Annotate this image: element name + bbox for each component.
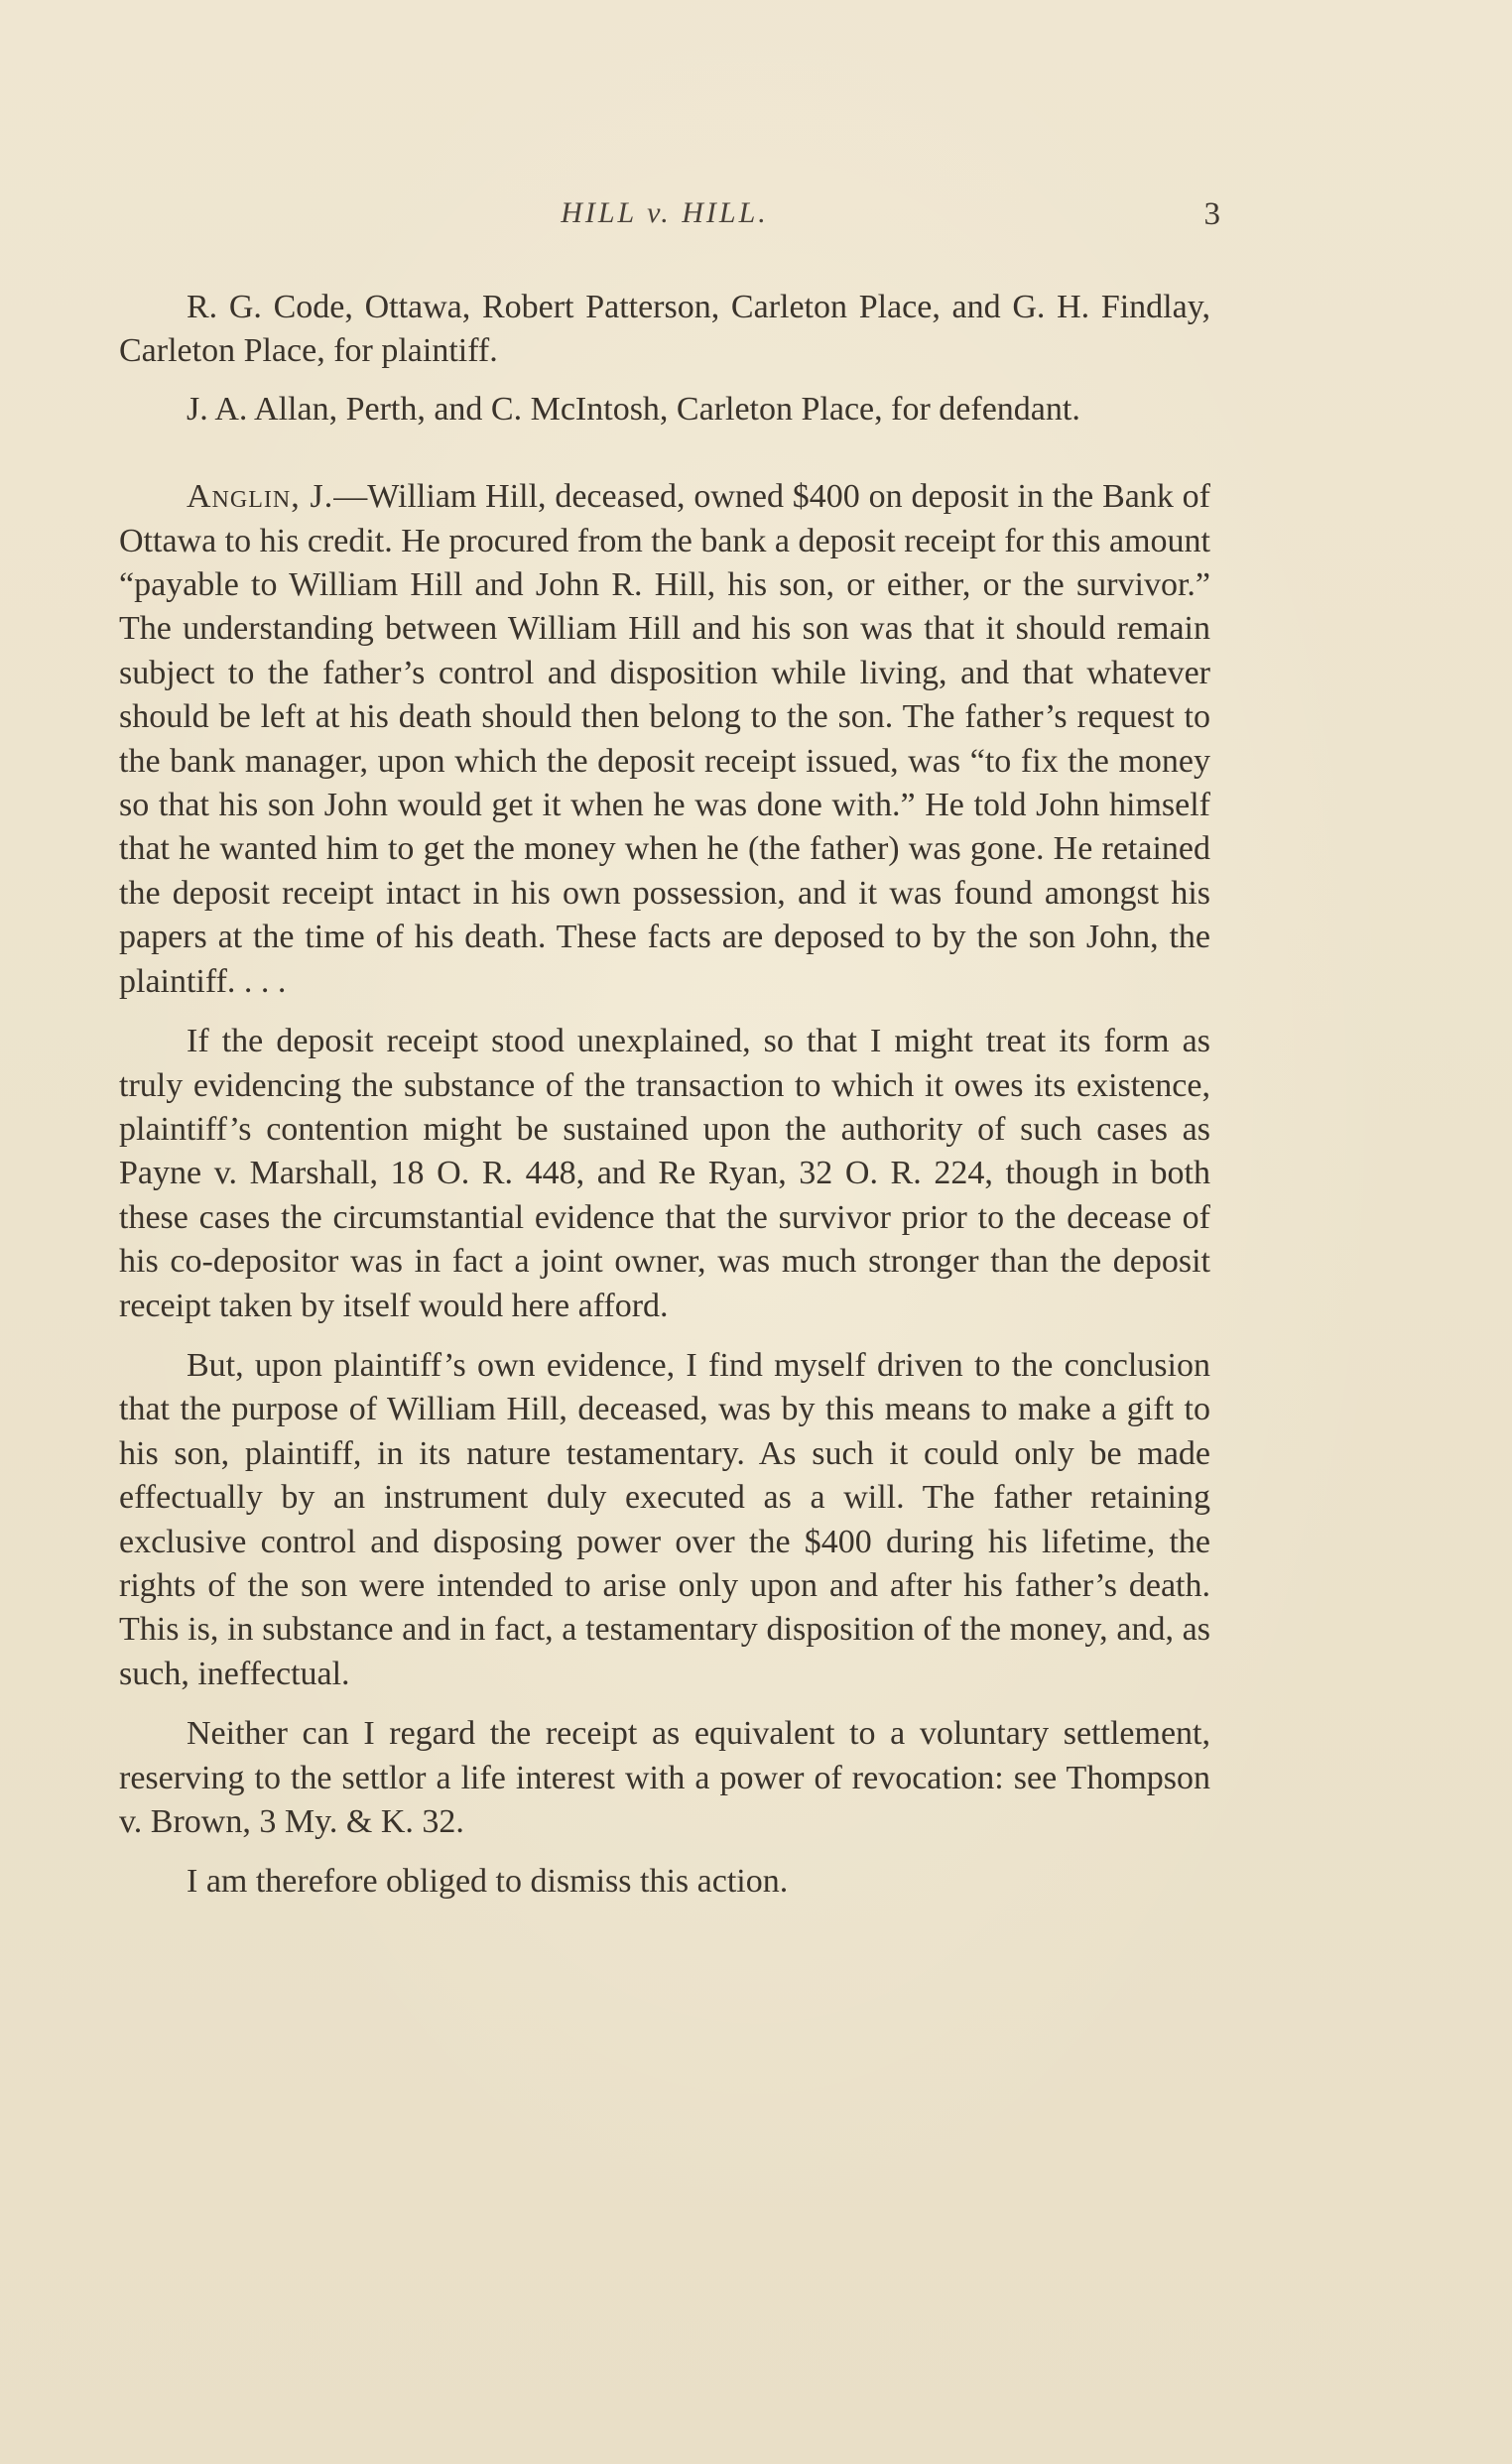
judgment-paragraph: But, upon plaintiff’s own evidence, I find myself driven to the conclusion that the purpose of William Hill, deceased, was by this means to make a gift to his son, plaintiff, in its nature testamentary. As such it could only be made effectually by an instrument duly executed as a will. The father retaining exclusive control and disposing power over the $400 during his lifetime, the rights of the son were intended to arise only upon and after his father’s death. This is, in substance and in fact, a testamentary disposition of the money, and, as such, ineffectual. <box>119 1346 1210 1692</box>
judgment-paragraph-text: —William Hill, deceased, owned $400 on deposit in the Bank of Ottawa to his credit. He procured from the bank a deposit receipt for this amount “payable to William Hill and John R. Hill, his son, or either, or the survivor.” The understanding between William Hill and his son was that it should remain subject to the father’s control and disposition while living, and that whatever should be left at his death should then belong to the son. The father’s request to the bank manager, upon which the deposit receipt issued, was “to fix the money so that his son John would get it when he was done with.” He told John himself that he wanted him to get the money when he (the father) was gone. He retained the deposit receipt intact in his own possession, and it was found amongst his papers at the time of his death. These facts are deposed to by the son John, the plaintiff. . . . <box>119 478 1210 1000</box>
running-title: HILL v. HILL. <box>561 196 769 229</box>
body-text <box>119 286 1210 1905</box>
judgment-paragraph: Neither can I regard the receipt as equivalent to a voluntary settlement, reserving to the settlor a life interest with a power of revocation: see Thompson v. Brown, 3 My. & K. 32. <box>119 1715 1210 1840</box>
judgment-closing-paragraph: I am therefore obliged to dismiss this action. <box>187 1863 789 1901</box>
page-number: 3 <box>1203 196 1220 232</box>
counsel-for-defendant: J. A. Allan, Perth, and C. McIntosh, Carleton Place, for defendant. <box>187 390 1080 428</box>
judgment-opening-paragraph <box>119 475 1210 1004</box>
page-header <box>119 196 1220 246</box>
judge-name: Anglin, J. <box>187 478 334 516</box>
counsel-for-plaintiff: R. G. Code, Ottawa, Robert Patterson, Carleton Place, and G. H. Findlay, Carleton Place, for plaintiff. <box>119 289 1210 370</box>
judgment-paragraph: If the deposit receipt stood unexplained, so that I might treat its form as truly evidencing the substance of the transaction to which it owes its existence, plaintiff’s contention might be sustained upon the authority of such cases as Payne v. Marshall, 18 O. R. 448, and Re Ryan, 32 O. R. 224, though in both these cases the circumstantial evidence that the survivor prior to the decease of his co-depositor was in fact a joint owner, was much stronger than the deposit receipt taken by itself would here afford. <box>119 1023 1210 1324</box>
